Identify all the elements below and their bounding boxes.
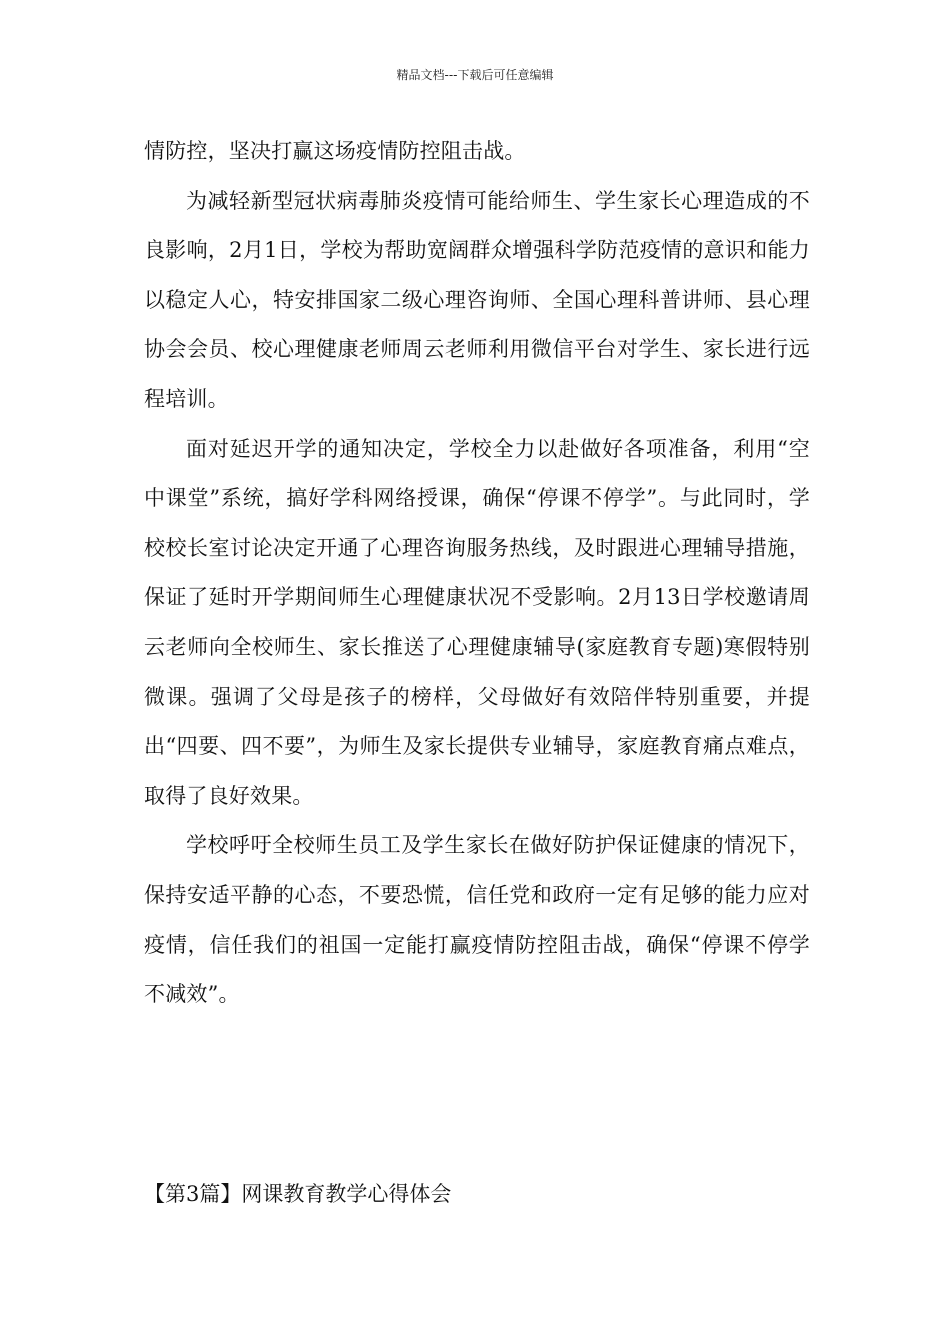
body-text [144, 127, 810, 1020]
section-title: 【第3篇】网课教育教学心得体会 [144, 1182, 452, 1206]
paragraph: 面对延迟开学的通知决定，学校全力以赴做好各项准备，利用“空中课堂”系统，搞好学科网络授课，确保“停课不停学”。与此同时，学校校长室讨论决定开通了心理咨询服务热线，及时跟进心理辅导措施，保证了延时开学期间师生心理健康状况不受影响。2月13日学校邀请周云老师向全校师生、家长推送了心理健康辅导(家庭教育专题)寒假特别微课。强调了父母是孩子的榜样，父母做好有效陪伴特别重要，并提出“四要、四不要”，为师生及家长提供专业辅导，家庭教育痛点难点，取得了良好效果。 [144, 436, 810, 808]
paragraph: 学校呼吁全校师生员工及学生家长在做好防护保证健康的情况下，保持安适平静的心态，不要恐慌，信任党和政府一定有足够的能力应对疫情，信任我们的祖国一定能打赢疫情防控阻击战，确保“停课不停学不减效”。 [144, 833, 810, 1007]
page-header: 精品文档---下载后可任意编辑 [396, 68, 554, 82]
paragraph: 为减轻新型冠状病毒肺炎疫情可能给师生、学生家长心理造成的不良影响，2月1日，学校为帮助宽阔群众增强科学防范疫情的意识和能力以稳定人心，特安排国家二级心理咨询师、全国心理科普讲师、县心理协会会员、校心理健康老师周云老师利用微信平台对学生、家长进行远程培训。 [144, 188, 810, 411]
paragraph-continued: 情防控，坚决打赢这场疫情防控阻击战。 [144, 139, 526, 163]
